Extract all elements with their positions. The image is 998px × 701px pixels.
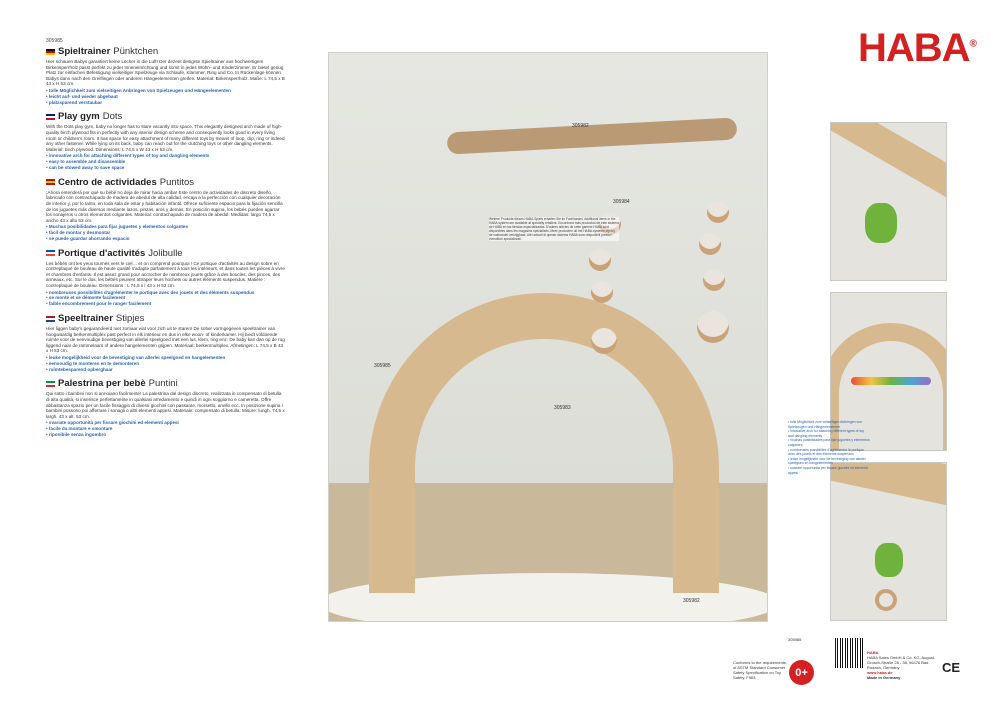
bullet-item: • fácil de montar y desmontar <box>46 230 286 236</box>
section-text: Qui sotto i bambini non si annoiano facilmente! La palestrina dal design discreto, realizzata in compensato di betulla di alta qualità, si inserisce perfettamente in qualsiasi arredamento e quindi in ogni soggiorno e cameretta. Offre abbastanza spazio per un facile fissaggio di diversi giochini con passante, morsetto, anello ecc. In posizione supina i bambini possono poi afferrare i sonagli o altri elementi appesi. Materiale: compensato di betulla. Misure: lungh. 74,5 x largh. 43 x alt. 53 cm. <box>46 391 285 419</box>
feature-item: • leuke mogelijkheid voor de bevestiging van allerlei speelgoed en hangelementen <box>788 457 870 466</box>
flag-icon <box>46 114 55 120</box>
bullet-list <box>46 224 286 241</box>
bullet-list <box>46 420 286 437</box>
section-text: With the Dots play gym, baby no longer has to stare vacantly into space. This elegantly designed arch made of high-quality birch plywood fits in perfectly with any interior design scheme and consequently looks good in every living room or children's room. It has space for easy attachment of many different toys by means of loop, clip, ring or indeed any other fastener. While lying on its back, baby can reach out for the clutching toys or other dangling elements. Material: birch plywood. Dimensions: L 74,5 x W 43 x H 53 cm. <box>46 124 285 152</box>
section-heading <box>46 111 286 122</box>
feature-item: • tolle Möglichkeit zum vielseitigen Anbringen von Spielzeugen und Hängeelementen <box>788 420 870 429</box>
dangling-ball <box>589 249 611 271</box>
product-name: Puntitos <box>159 176 195 188</box>
bullet-item: • innovative arch for attaching different types of toy and dangling elements <box>46 153 286 159</box>
bullet-list <box>46 290 286 307</box>
feature-box <box>788 420 870 475</box>
bullet-item: • nombreuses possibilités d'agrémenter le portique avec des jouets et des éléments suspendus <box>46 290 286 296</box>
section-text: Hier schauen Babys garantiert keine Löcher in die Luft! Der dezent designte Spieltrainer aus hochwertigem Birkensperrholz passt perfekt zu jeder Inneneinrichtung und somit in jedes Wohn- und Kinderzimmer. Er bietet genug Platz zur einfachen Befestigung vielseitiger Spielzeuge via Schlaufe, Klammer, Ring und Co. In Rückenlage können Babys dann nach den Greiflingen oder anderen Hängeelementen greifen. Material: Birkensperrholz. Maße: L 74,5 x B 43 x H 53 cm. <box>46 59 285 87</box>
bullet-list <box>46 153 286 170</box>
article-number: 305985 <box>46 38 63 44</box>
bullet-item: • facile da montare e smontare <box>46 426 286 432</box>
dangling-ball <box>707 201 729 223</box>
section-es <box>46 177 286 242</box>
product-name: Pünktchen <box>113 46 159 57</box>
flag-icon <box>46 250 55 256</box>
barcode <box>835 638 865 668</box>
bullet-item: • riponibile senza ingombro <box>46 432 286 438</box>
ce-mark: CE <box>942 660 961 675</box>
flag-icon <box>46 381 55 387</box>
dangling-ball <box>591 328 617 354</box>
haba-logo: HABA® <box>858 26 976 70</box>
bullet-item: • leicht auf- und wieder abgebaut <box>46 94 286 100</box>
thumbnail-frog-clip <box>830 122 947 281</box>
product-text-column <box>46 38 286 444</box>
thumbnail-frog-ring <box>830 462 947 621</box>
product-name: Puntini <box>148 378 178 390</box>
dangling-ball <box>703 269 725 291</box>
section-name: Speeltrainer <box>58 313 113 325</box>
section-text: ¡Ahora entenderá por qué su bebé no deja de mirar hacia arriba! Este centro de actividades de discreto diseño, fabricado con contrachapado de madera de abedul de alta calidad, encaja a la perfección con cualquier decoración de interior y, por lo tanto, en toda sala de estar y habitación infantil. Ofrece suficiente espacio para la fijación sencilla de los juguetes más diversos mediante lazos, pinzas, aros y demás. En posición supina, los bebés pueden agarrar los sonajeros u otros elementos colgantes. Material: contrachapado de madera de abedul. Medidas: largo 74,5 x ancho 43 x alto 53 cm. <box>46 189 283 223</box>
bullet-item: • easy to assemble and disassemble <box>46 159 286 165</box>
feature-item: • innovative arch for attaching different types of toy and dangling elements <box>788 429 870 438</box>
product-name: Dots <box>102 111 123 123</box>
bullet-item: • leuke mogelijkheid voor de bevestiging van allerlei speelgoed en hangelementen <box>46 355 286 361</box>
bullet-item: • svariate opportunità per fissare giochini ed elementi appesi <box>46 420 286 426</box>
section-name: Portique d'activités <box>58 247 146 259</box>
product-name: Jolibulle <box>148 247 183 259</box>
label-305985: 305985 <box>374 363 391 369</box>
dangling-ball <box>699 233 721 255</box>
dangling-ball <box>697 311 729 343</box>
feature-item: • svariate opportunità per fissare giochini ed elementi appesi <box>788 466 870 475</box>
dangling-ball <box>591 281 613 303</box>
label-305984: 305984 <box>613 199 630 205</box>
made-in: Made in Germany <box>867 675 901 680</box>
section-heading <box>46 248 286 259</box>
product-photo <box>328 52 768 622</box>
bullet-item: • eenvoudig te monteren en te demonteren <box>46 361 286 367</box>
bullet-list <box>46 355 286 372</box>
company-address: HABA Sales GmbH & Co. KG, August-Grosch-Straße 28 - 38, 96476 Bad Rodach, Germany <box>867 655 936 670</box>
bullet-item: • platzsparend verstaubar <box>46 100 286 106</box>
section-heading <box>46 378 286 389</box>
label-305982-bottom: 305982 <box>683 598 700 604</box>
bullet-item: • se monte et se démonte facilement <box>46 295 286 301</box>
product-name: Stipjes <box>115 313 145 325</box>
section-nl <box>46 313 286 372</box>
section-heading <box>46 313 286 324</box>
bullet-item: • faible encombrement pour le ranger facilement <box>46 301 286 307</box>
company-info <box>867 650 937 680</box>
flag-icon <box>46 316 55 322</box>
bullet-item: • Muchas posibilidades para fijar juguetes y elementos colgantes <box>46 224 286 230</box>
section-name: Spieltrainer <box>58 46 111 57</box>
bullet-list <box>46 88 286 105</box>
bullet-item: • tolle Möglichkeit zum vielseitigen Anbringen von Spielzeugen und Hängeelementen <box>46 88 286 94</box>
label-305982-top: 305982 <box>572 123 589 129</box>
flag-icon <box>46 49 55 55</box>
brand-small: HABA <box>867 650 879 655</box>
section-de <box>46 46 286 105</box>
section-name: Palestrina per bebè <box>58 378 146 390</box>
section-fr <box>46 248 286 307</box>
section-name: Play gym <box>58 111 100 123</box>
bullet-item: • can be stowed away to save space <box>46 165 286 171</box>
section-en <box>46 111 286 170</box>
feature-item: • muchas posibilidades para fijar juguetes y elementos colgantes <box>788 438 870 447</box>
section-text: Les bébés ont les yeux tournés vers le ciel… et on comprend pourquoi ! Ce portique d'activités au design sobre en contreplaqué de bouleau de haute qualité s'adapte parfaitement à tous les intérieurs, et dans toutes les pièces à vivre et chambres d'enfants. Il est assez grand pour accrocher de nombreux jouets grâce à des boucles, des pinces, des anneaux, etc. Sur le dos, les bébés peuvent attraper leurs hochets ou autres éléments suspendus. Matière : contreplaqué de bouleau. Dimensions : L 74,5 x l 43 x H 53 cm. <box>46 260 285 289</box>
section-name: Centro de actividades <box>58 176 157 188</box>
age-badge: 0+ <box>789 660 814 685</box>
section-it <box>46 378 286 437</box>
flag-icon <box>46 179 55 185</box>
astm-conformity: Conforms to the requirements of ASTM Standard Consumer Safety Specification on Toy Safety, F963. <box>733 660 786 680</box>
footer-art-number: 305985 <box>788 637 802 642</box>
bullet-item: • se puede guardar ahorrando espacio <box>46 236 286 242</box>
section-text: Hier liggen baby's gegarandeerd niet zomaar wat voor zich uit te staren! De sober vormgegeven speeltrainer van hoogwaardig berkenmultiplex past perfect in elk interieur en dus in elke woon- of kinderkamer. Hij biedt voldoende ruimte voor de eenvoudige bevestiging van allerlei speelgoed met een lus, klem, ring enz. De baby kan dan op de rug liggend naar de rammelaars of andere hangelementen grijpen. Materiaal: berkenmultiplex. Afmetingen: L 74,5 x B 43 x H 53 cm. <box>46 326 285 354</box>
section-heading <box>46 177 286 188</box>
section-heading <box>46 46 286 57</box>
photo-note: Weitere Produkte dieses HABA-Spiels erhalten Sie im Fachhandel. Additional items in the HABA system are available at specialty retailers. Encontrará más productos de este sistema de HABA en las tiendas especializadas. D'autres articles de cette gamme HABA sont disponibles dans les magasins spécialisés. Meer producten uit het HABA-systeem zijn bij de vakhandel verkrijgbaar. Altri articoli di questo sistema HABA sono disponibili presso i rivenditori specializzati. <box>489 217 619 241</box>
label-305983: 305983 <box>554 405 571 411</box>
feature-item: • nombreuses possibilités d'agrémenter le portique avec des jouets et des éléments suspendus <box>788 448 870 457</box>
bullet-item: • ruimtebesparend opberghaar <box>46 367 286 373</box>
website: www.haba.de <box>867 670 893 675</box>
